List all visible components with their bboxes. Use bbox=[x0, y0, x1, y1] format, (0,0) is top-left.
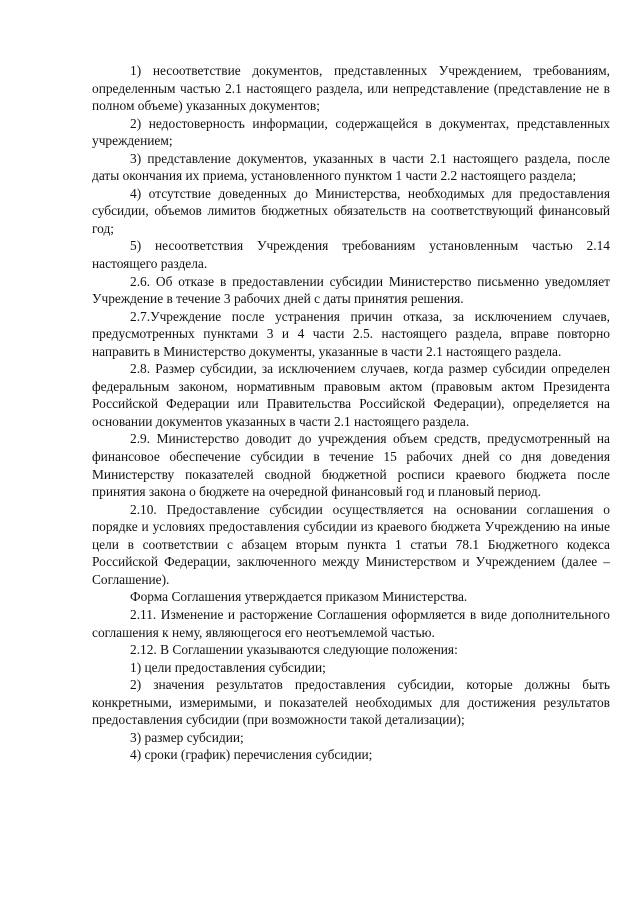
document-page bbox=[92, 62, 610, 764]
paragraph-item-2-unreliable-info: 2) недостоверность информации, содержащейся в документах, представленных учреждением; bbox=[92, 115, 610, 149]
paragraph-2-7: 2.7.Учреждение после устранения причин отказа, за исключением случаев, предусмотренных пунктами 3 и 4 части 2.5. настоящего раздела, вправе повторно направить в Министерство документы, указанные в части 2.1 настоящего раздела. bbox=[92, 308, 610, 359]
list-item-subsidy-size: 3) размер субсидии; bbox=[130, 729, 244, 745]
list-item-transfer-schedule: 4) сроки (график) перечисления субсидии; bbox=[130, 747, 373, 763]
paragraph-item-1-inconsistency: 1) несоответствие документов, представленных Учреждением, требованиям, определенным частью 2.1 настоящего раздела, или непредставление (представление не в полном объеме) указанных документов; bbox=[92, 63, 610, 114]
paragraph-agreement-form: Форма Соглашения утверждается приказом Министерства. bbox=[130, 589, 468, 605]
paragraph-item-4-no-limits: 4) отсутствие доведенных до Министерства, необходимых для предоставления субсидии, объемов лимитов бюджетных обязательств на соответствующий финансовый год; bbox=[92, 185, 610, 236]
list-item-results: 2) значения результатов предоставления субсидии, которые должны быть конкретными, измеримыми, и показателей необходимых для достижения результатов предоставления субсидии (при возможности такой детализации); bbox=[92, 677, 610, 728]
list-item-goals: 1) цели предоставления субсидии; bbox=[130, 659, 326, 675]
paragraph-2-8: 2.8. Размер субсидии, за исключением случаев, когда размер субсидии определен федеральным законом, нормативным правовым актом (правовым актом Президента Российской Федерации или Правительства Российской Федерации), определяется на основании документов указанных в части 2.1 настоящего раздела. bbox=[92, 361, 610, 429]
paragraph-2-6: 2.6. Об отказе в предоставлении субсидии Министерство письменно уведомляет Учреждение в течение 3 рабочих дней с даты принятия решения. bbox=[92, 273, 610, 307]
paragraph-2-12: 2.12. В Соглашении указываются следующие положения: bbox=[130, 642, 458, 658]
paragraph-2-11: 2.11. Изменение и расторжение Соглашения оформляется в виде дополнительного соглашения к нему, являющегося его неотъемлемой частью. bbox=[92, 606, 610, 640]
paragraph-item-3-late-submission: 3) представление документов, указанных в части 2.1 настоящего раздела, после даты окончания их приема, установленного пунктом 1 части 2.2 настоящего раздела; bbox=[92, 150, 610, 184]
paragraph-2-10: 2.10. Предоставление субсидии осуществляется на основании соглашения о порядке и условиях предоставления субсидии из краевого бюджета Учреждению на иные цели в соответствии с абзацем вторым пункта 1 статьи 78.1 Бюджетного кодекса Российской Федерации, заключенного между Министерством и Учреждением (далее – Соглашение). bbox=[92, 501, 610, 587]
paragraph-2-9: 2.9. Министерство доводит до учреждения объем средств, предусмотренный на финансовое обеспечение субсидии в течение 15 рабочих дней со дня доведения Министерству показателей сводной бюджетной росписи краевого бюджета после принятия закона о бюджете на очередной финансовый год и плановый период. bbox=[92, 431, 610, 500]
paragraph-item-5-requirements: 5) несоответствия Учреждения требованиям установленным частью 2.14 настоящего раздела. bbox=[92, 238, 610, 272]
